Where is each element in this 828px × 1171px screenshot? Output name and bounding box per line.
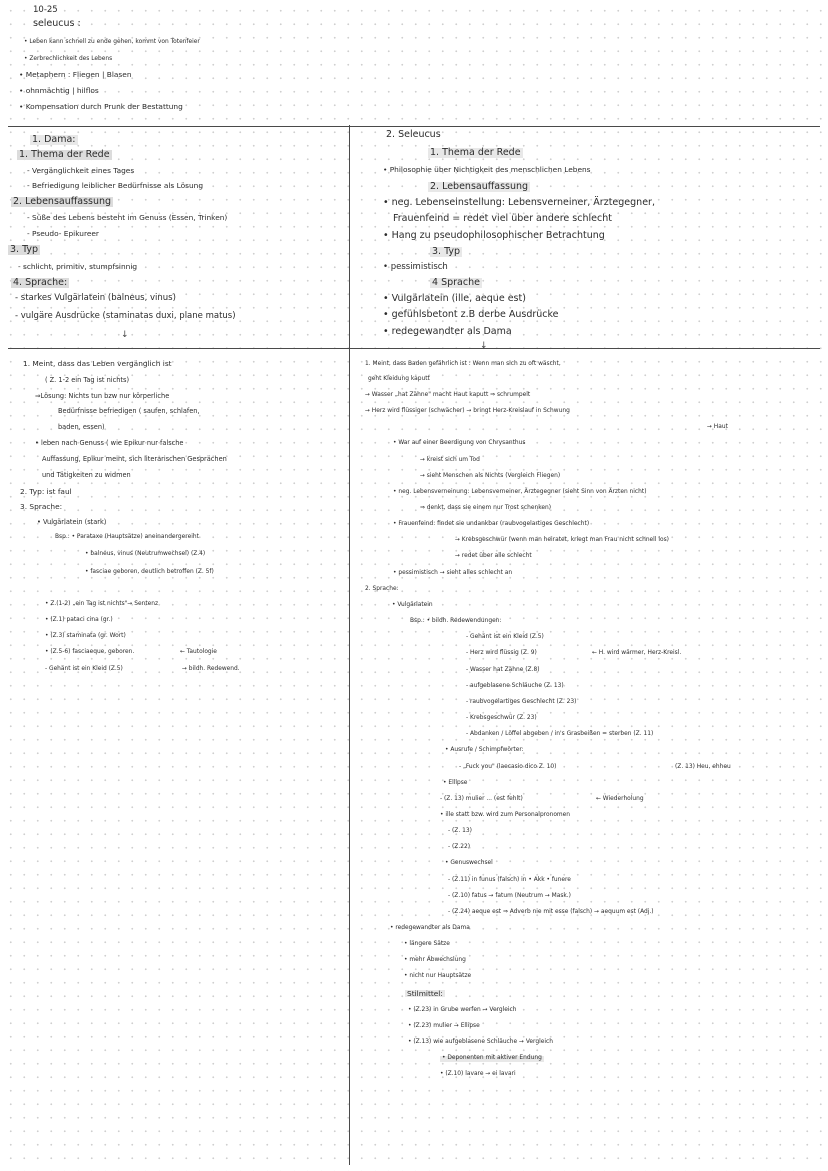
dama-detail-line: 3. Sprache: [20,502,63,511]
top-title: seleucus : [33,18,81,29]
dama-stil-line: • (Z.5-6) fasciaeque, geboren. [45,649,135,655]
dama-typ-heading: 3. Typ [10,244,39,255]
top-item: • ohnmächtig | hilflos [19,86,99,95]
seleucus-detail-line: → Krebsgeschwür (wenn man heiratet, kriegt man Frau nicht schnell los) [455,537,669,543]
seleucus-detail-line: • War auf einer Beerdigung von Chrysanthus [393,440,526,446]
seleucus-detail-line: → Herz wird flüssiger (schwächer) → bringt Herz-Kreislauf in Schwung [365,408,570,414]
seleucus-lebens-item: • neg. Lebenseinstellung: Lebensverneiner, Ärztegegner, [383,197,655,208]
seleucus-detail-line: - aufgeblasene Schläuche (Z. 13) [466,683,564,689]
seleucus-detail-line: • (Z.23) mulier → Ellipse [408,1023,480,1029]
seleucus-detail-line: → redet über alle schlecht [455,553,532,559]
seleucus-detail-line: • Frauenfeind: findet sie undankbar (raubvogelartiges Geschlecht) [393,521,590,527]
seleucus-arrow-down: ↓ [480,341,488,351]
seleucus-lebens-item: Frauenfeind = redet viel über andere schlecht [393,213,612,224]
seleucus-detail-line: • Deponenten mit aktiver Endung [442,1055,542,1061]
seleucus-detail-line: • Vulgärlatein [392,602,433,608]
horizontal-divider-top [8,126,820,127]
seleucus-detail-line: • ille statt bzw. wird zum Personalpronomen [440,812,571,818]
dama-detail-line: • Vulgärlatein (stark) [37,518,107,526]
seleucus-sprache-item: • gefühlsbetont z.B derbe Ausdrücke [383,309,559,320]
seleucus-stilmittel-heading: Stilmittel: [407,989,443,998]
seleucus-detail-line: - (Z.24) aeque est ⇒ Adverb nie mit esse (falsch) → aequum est (Adj.) [448,909,654,915]
vertical-divider [349,125,350,1165]
seleucus-detail-line: - Abdanken / Löffel abgeben / in's Grasbeißen = sterben (Z. 11) [466,731,654,737]
dama-typ-item: - schlicht, primitiv, stumpfsinnig [18,262,138,271]
dama-stil-line: • Z.(1-2) „ein Tag ist nichts"→ Sentenz [45,601,159,607]
seleucus-detail-line: • pessimistisch → sieht alles schlecht an [393,570,513,576]
seleucus-detail-line: 2. Sprache: [365,586,399,592]
dama-sprache-item: - vulgäre Ausdrücke (staminatas duxi, plane matus) [15,311,236,321]
dama-heading: 1. Dama: [32,134,76,145]
seleucus-detail-line: - (Z.22) [448,844,470,850]
dama-thema-heading: 1. Thema der Rede [19,149,110,160]
seleucus-detail-line: - Krebsgeschwür (Z. 23) [466,715,537,721]
dama-thema-item: - Vergänglichkeit eines Tages [27,166,135,175]
dama-detail-line: baden, essen) [58,423,105,431]
seleucus-lebens-item: • Hang zu pseudophilosophischer Betrachtung [383,230,605,241]
seleucus-detail-line: → sieht Menschen als Nichts (Vergleich Fliegen) [420,473,561,479]
seleucus-detail-line: ⇒ denkt, dass sie einem nur Trost schenken) [420,505,552,511]
seleucus-detail-line: • mehr Abwechslung [404,957,466,963]
seleucus-detail-line: • (Z.23) in Grube werfen → Vergleich [408,1007,517,1013]
seleucus-sprache-item: • Vulgärlatein (ille, aeque est) [383,293,526,304]
seleucus-note-wiederholung: ← Wiederholung [596,796,644,802]
dama-sprache-heading: 4. Sprache: [13,277,68,288]
seleucus-detail-line: → kreist sich um Tod [420,457,480,463]
seleucus-detail-line: - (Z.10) fatus → fatum (Neutrum → Mask.) [448,893,571,899]
seleucus-thema-item: • Philosophie über Nichtigkeit des menschlichen Lebens [383,165,591,174]
seleucus-detail-line: - Herz wird flüssig (Z. 9) [466,650,537,656]
seleucus-detail-line: • (Z.13) wie aufgeblasene Schläuche → Vergleich [408,1039,553,1045]
seleucus-thema-heading: 1. Thema der Rede [430,147,521,158]
dama-note-tautologie: ← Tautologie [180,649,217,655]
seleucus-detail-line: • nicht nur Hauptsätze [404,973,472,979]
dama-detail-line: und Tätigkeiten zu widmen [42,471,131,479]
top-item: • Leben kann schnell zu ende gehen, kommt von Totenfeier [24,39,200,45]
dama-lebens-heading: 2. Lebensauffassung [13,196,112,207]
dama-stil-line: - Gehänt ist ein Kleid (Z.5) [45,666,123,672]
seleucus-typ-item: • pessimistisch [383,262,448,272]
dama-detail-line: ( Z. 1-2 ein Tag ist nichts) [45,376,130,384]
seleucus-note-heu: (Z. 13) Heu, ehheu [675,764,731,770]
dama-note-redewend: → bildh. Redewend. [182,666,240,672]
seleucus-detail-line: • redegewandter als Dama [390,925,470,931]
seleucus-detail-line: - (Z. 13) [448,828,472,834]
page-date: 10-25 [33,5,58,15]
seleucus-heading: 2. Seleucus [386,129,441,140]
seleucus-sprache-heading: 4 Sprache [432,277,480,288]
seleucus-detail-line: - raubvogelartiges Geschlecht (Z. 23) [466,699,577,705]
top-item: • Kompensation durch Prunk der Bestattung [19,102,183,111]
seleucus-detail-line: - „Fuck you" (laecasio dico Z. 10) [459,764,557,770]
seleucus-detail-line: - (Z. 13) mulier ... (est fehlt) [440,796,523,802]
seleucus-detail-line: → Wasser „hat Zähne" macht Haut kaputt ⇒ schrumpelt [365,392,531,398]
seleucus-detail-line: • Ausrufe / Schimpfwörter: [445,747,524,753]
seleucus-lebens-heading: 2. Lebensauffassung [430,181,529,192]
dama-detail-line: • leben nach Genuss ( wie Epikur nur falsche [35,439,184,447]
seleucus-typ-heading: 3. Typ [432,246,461,257]
dama-lebens-item: - Pseudo- Epikureer [27,229,99,238]
seleucus-note-waermer: ← H. wird wärmer, Herz-Kreisl. [592,650,682,656]
dama-thema-item: - Befriedigung leiblicher Bedürfnisse als Lösung [27,181,204,190]
seleucus-detail-line: - Wasser hat Zähne (Z.8) [466,667,540,673]
dama-stil-line: • (Z.1) pataci cina (gr.) [45,617,113,623]
seleucus-detail-line: • neg. Lebensverneinung: Lebensverneiner, Ärztegegner (sieht Sinn von Ärzten nicht) [393,489,647,495]
horizontal-divider-middle [8,348,820,349]
dama-detail-line: 2. Typ: ist faul [20,487,72,496]
seleucus-detail-line: - Gehänt ist ein Kleid (Z.5) [466,634,544,640]
top-item: • Metaphern : Fliegen | Blasen [19,70,132,79]
seleucus-detail-line: 1. Meint, dass Baden gefährlich ist : Wenn man sich zu oft wäscht, [365,361,561,367]
seleucus-detail-line: • (Z.10) lavare → ei lavari [440,1071,516,1077]
dama-arrow-down: ↓ [121,330,129,340]
dama-lebens-item: - Süße des Lebens besteht im Genuss (Essen, Trinken) [27,213,228,222]
dama-detail-line: Auffassung, Epikur meint, sich literarischen Gesprächen [42,455,227,463]
dama-detail-line: Bedürfnisse befriedigen ( saufen, schlafen, [58,407,200,415]
seleucus-detail-line: • Genuswechsel [445,860,493,866]
seleucus-detail-line: geht Kleidung kaputt [368,376,430,382]
seleucus-detail-line: • längere Sätze [404,941,450,947]
dama-detail-line: 1. Meint, dass das Leben vergänglich ist [23,359,172,368]
dama-sprache-item: - starkes Vulgärlatein (balneus, vinus) [15,293,176,303]
dama-stil-line: • (Z.3) staminata (gr. Wort) [45,633,126,639]
seleucus-detail-line: Bsp.: • bildh. Redewendungen: [410,618,502,624]
seleucus-sprache-item: • redegewandter als Dama [383,326,512,337]
seleucus-detail-line: → Haut [707,424,728,430]
dama-detail-line: ⇒Lösung: Nichts tun bzw nur körperliche [35,392,170,400]
dama-detail-line: • fasciae geboren, deutlich betroffen (Z. 5f) [85,569,214,575]
dama-detail-line: Bsp.: • Parataxe (Hauptsätze) aneinandergereiht [55,534,199,540]
top-item: • Zerbrechlichkeit des Lebens [24,56,113,62]
dama-detail-line: • balneus, vinus (Neutrumwechsel) (Z.4) [85,551,206,557]
seleucus-detail-line: • Ellipse [443,780,468,786]
seleucus-detail-line: - (Z.11) in funus (falsch) in • Akk • funere [448,877,571,883]
